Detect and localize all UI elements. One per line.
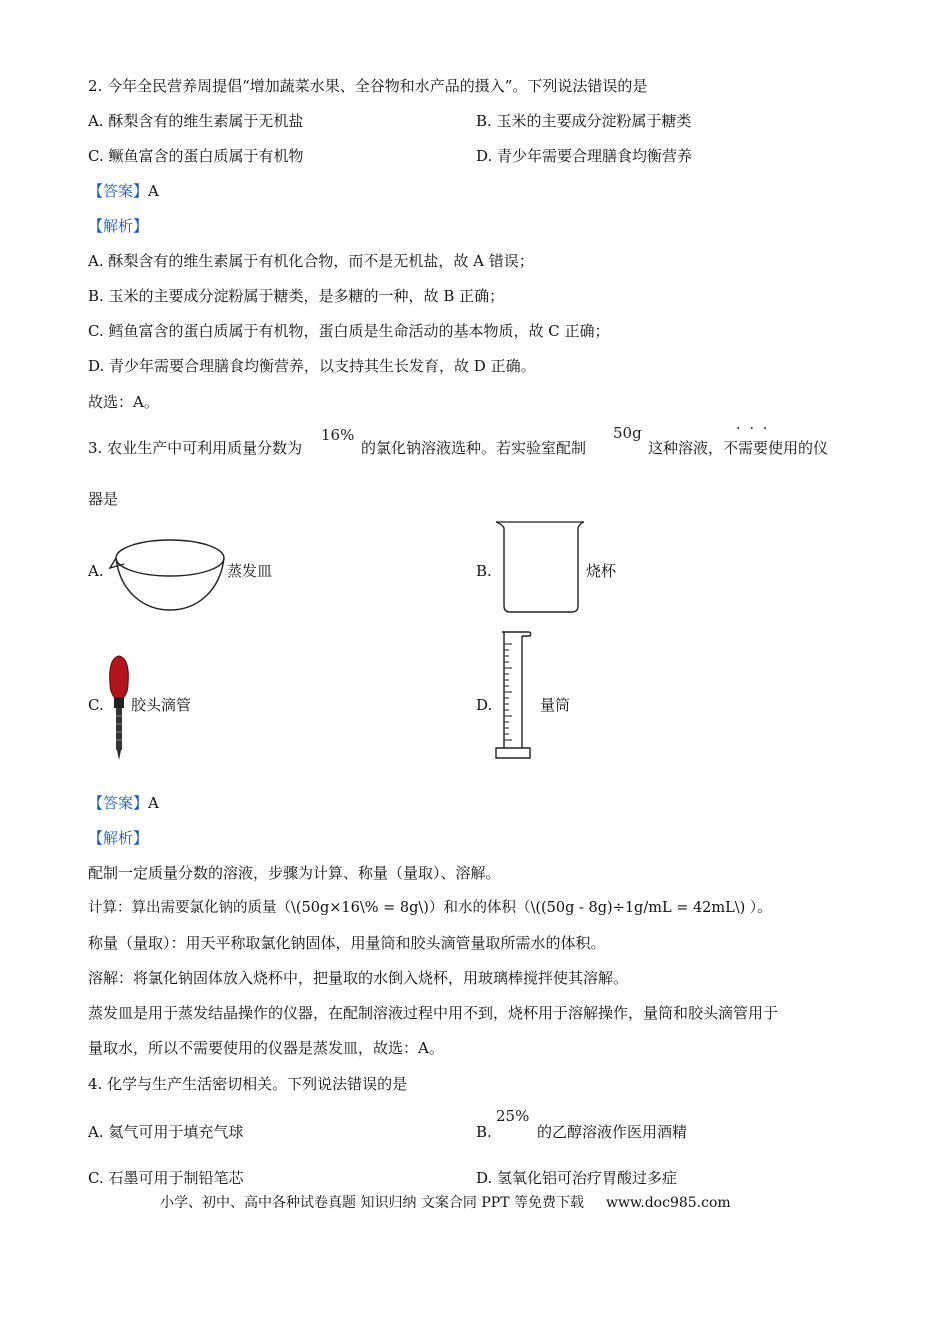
q3-option-c-name: 胶头滴管 <box>131 696 192 714</box>
answer-tag: 【答案】 <box>88 794 149 812</box>
q4-option-c: C. 石墨可用于制铅笔芯 <box>88 1169 244 1187</box>
graduated-cylinder-icon <box>494 628 534 762</box>
q3-option-d-name: 量筒 <box>540 696 571 714</box>
q3-analysis-line: 量取水，所以不需要使用的仪器是蒸发皿，故选：A。 <box>88 1039 444 1057</box>
q3-analysis-line: 溶解：将氯化钠固体放入烧杯中，把量取的水倒入烧杯，用玻璃棒搅拌使其溶解。 <box>88 969 629 987</box>
answer-tag: 【答案】 <box>88 182 149 200</box>
q3-percent: 16% <box>321 426 355 444</box>
q4-option-b-label: B. <box>476 1123 492 1141</box>
q3-mass: 50g <box>613 424 642 442</box>
q3-analysis-line: 配制一定质量分数的溶液，步骤为计算、称量（量取）、溶解。 <box>88 864 501 882</box>
q3-option-c-label: C. <box>88 696 104 714</box>
answer-value: A <box>148 794 159 812</box>
q2-analysis-line: B. 玉米的主要成分淀粉属于糖类，是多糖的一种，故 B 正确； <box>88 287 505 305</box>
q3-analysis-line: 蒸发皿是用于蒸发结晶操作的仪器，在配制溶液过程中用不到，烧杯用于溶解操作，量筒和胶头滴管用于 <box>88 1004 779 1022</box>
q4-stem: 4. 化学与生产生活密切相关。下列说法错误的是 <box>88 1075 408 1093</box>
beaker-icon <box>494 518 586 616</box>
footer-text: 小学、初中、高中各种试卷真题 知识归纳 文案合同 PPT 等免费下载 <box>160 1195 584 1211</box>
emphasis-dots: ··· <box>736 421 777 437</box>
q3-stem-part1: 3. 农业生产中可利用质量分数为 <box>88 439 303 457</box>
q3-option-b-name: 烧杯 <box>586 562 617 580</box>
q2-option-c: C. 鳜鱼富含的蛋白质属于有机物 <box>88 147 304 165</box>
q2-analysis-tag: 【解析】 <box>88 217 149 235</box>
q2-option-d: D. 青少年需要合理膳食均衡营养 <box>476 147 693 165</box>
q3-stem-part3: 这种溶液，不需要使用的仪 <box>648 439 829 457</box>
q2-option-b: B. 玉米的主要成分淀粉属于糖类 <box>476 112 692 130</box>
q2-conclusion: 故选：A。 <box>88 393 159 411</box>
dropper-icon <box>106 654 132 762</box>
q3-stem-part2: 的氯化钠溶液选种。若实验室配制 <box>361 439 587 457</box>
q4-option-d: D. 氢氧化铝可治疗胃酸过多症 <box>476 1169 678 1187</box>
q3-option-b-label: B. <box>476 562 492 580</box>
q2-analysis-line: D. 青少年需要合理膳食均衡营养，以支持其生长发育，故 D 正确。 <box>88 357 536 375</box>
q3-option-d-label: D. <box>476 696 493 714</box>
q3-option-a-name: 蒸发皿 <box>227 562 273 580</box>
q4-option-a: A. 氦气可用于填充气球 <box>88 1123 244 1141</box>
footer <box>160 1192 731 1212</box>
q3-analysis-line: 计算：算出需要氯化钠的质量（\(50g×16\% = 8g\)）和水的体积（\((50g - 8g)÷1g/mL = 42mL\) ）。 <box>88 900 772 916</box>
q4-option-b-text: 的乙醇溶液作医用酒精 <box>537 1123 688 1141</box>
q2-option-a: A. 酥梨含有的维生素属于无机盐 <box>88 112 304 130</box>
q2-analysis-line: A. 酥梨含有的维生素属于有机化合物，而不是无机盐，故 A 错误； <box>88 252 534 270</box>
q3-analysis-tag: 【解析】 <box>88 829 149 847</box>
q3-stem-line2: 器是 <box>88 490 119 508</box>
answer-value: A <box>148 182 159 200</box>
q3-option-a-label: A. <box>88 562 104 580</box>
q2-stem: 2. 今年全民营养周提倡“增加蔬菜水果、全谷物和水产品的摄入”。下列说法错误的是 <box>88 77 648 95</box>
q4-option-b-percent: 25% <box>496 1107 530 1125</box>
q3-answer <box>88 793 159 813</box>
q2-analysis-line: C. 鳕鱼富含的蛋白质属于有机物，蛋白质是生命活动的基本物质，故 C 正确； <box>88 322 610 340</box>
q3-analysis-line: 称量（量取）：用天平称取氯化钠固体，用量筒和胶头滴管量取所需水的体积。 <box>88 934 606 952</box>
footer-site-link[interactable]: www.doc985.com <box>605 1195 731 1211</box>
evaporating-dish-icon <box>108 534 228 614</box>
q2-answer <box>88 181 159 201</box>
